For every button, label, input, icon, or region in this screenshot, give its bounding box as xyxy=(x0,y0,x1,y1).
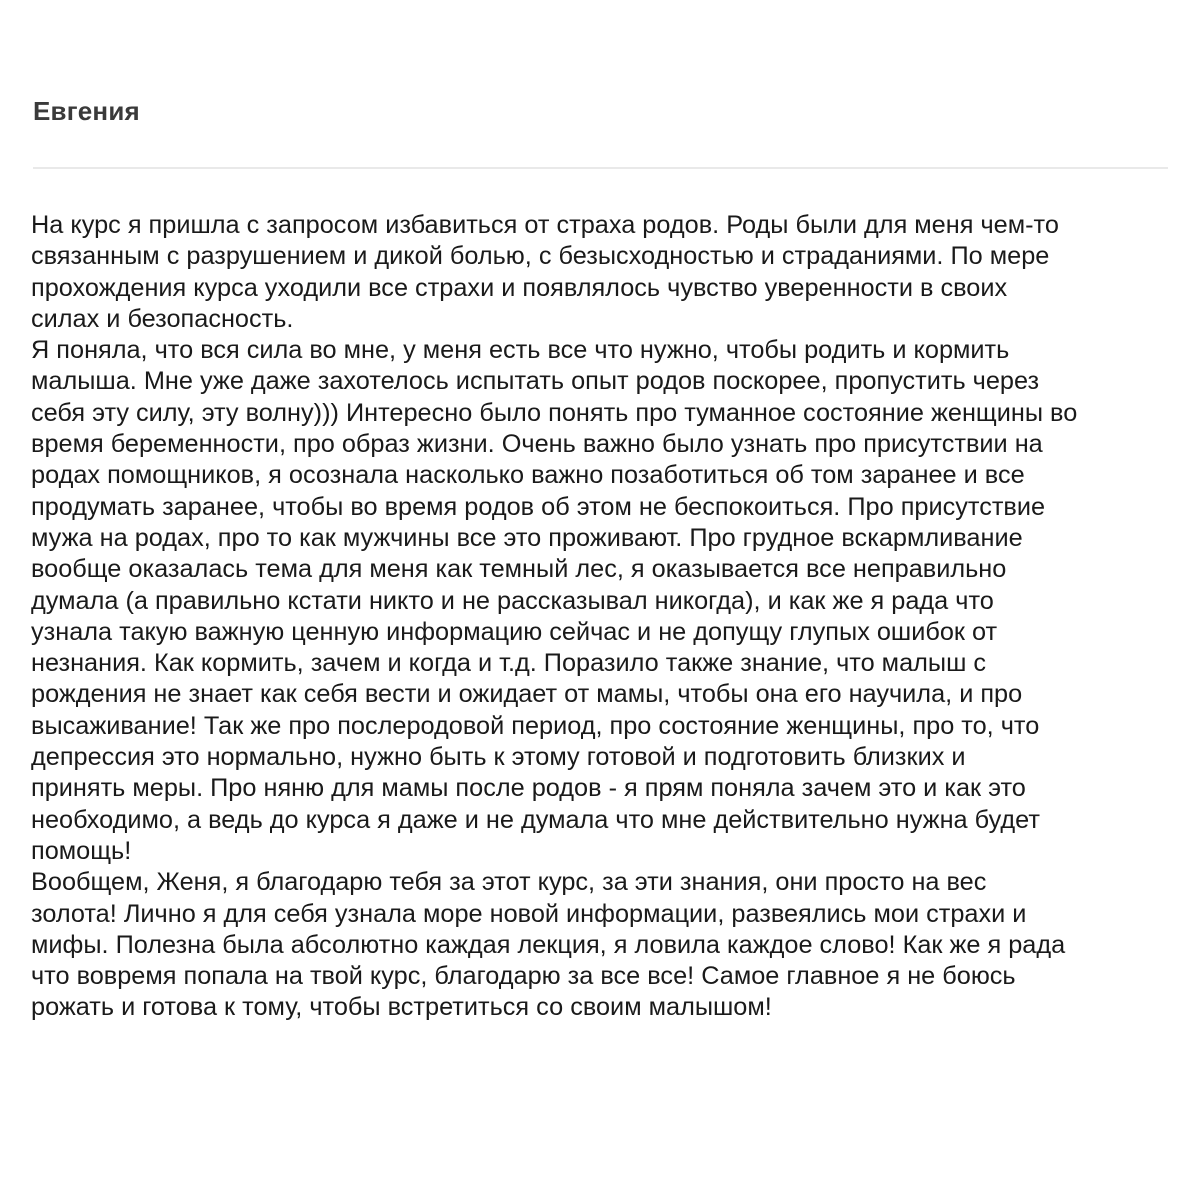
review-line: продумать заранее, чтобы во время родов об этом не беспокоиться. Про присутствие xyxy=(31,492,1046,521)
review-line: себя эту силу, эту волну))) Интересно было понять про туманное состояние женщины во xyxy=(31,398,1078,427)
review-line: золота! Лично я для себя узнала море новой информации, развеялись мои страхи и xyxy=(31,899,1027,928)
review-line: Я поняла, что вся сила во мне, у меня есть все что нужно, чтобы родить и кормить xyxy=(31,336,1010,365)
review-line: вообще оказалась тема для меня как темный лес, я оказывается все неправильно xyxy=(31,555,1007,584)
review-line: рожать и готова к тому, чтобы встретиться со своим малышом! xyxy=(31,993,772,1022)
review-line: мифы. Полезна была абсолютно каждая лекция, я ловила каждое слово! Как же я рада xyxy=(31,930,1066,959)
review-line: думала (а правильно кстати никто и не рассказывал никогда), и как же я рада что xyxy=(31,586,994,615)
review-line: время беременности, про образ жизни. Очень важно было узнать про присутствии на xyxy=(31,430,1043,459)
review-line: Вообщем, Женя, я благодарю тебя за этот курс, за эти знания, они просто на вес xyxy=(31,868,987,897)
review-line: незнания. Как кормить, зачем и когда и т.д. Поразило также знание, что малыш с xyxy=(31,649,987,678)
review-line: силах и безопасность. xyxy=(31,304,294,333)
review-line: родах помощников, я осознала насколько важно позаботиться об том заранее и все xyxy=(31,461,1025,490)
review-line: рождения не знает как себя вести и ожидает от мамы, чтобы она его научила, и про xyxy=(31,680,1023,709)
review-line: На курс я пришла с запросом избавиться от страха родов. Роды были для меня чем-то xyxy=(31,211,1059,239)
divider xyxy=(33,167,1168,169)
review-line: прохождения курса уходили все страхи и появлялось чувство уверенности в своих xyxy=(31,273,1008,302)
review-text xyxy=(31,210,1176,1024)
review-line: необходимо, а ведь до курса я даже и не думала что мне действительно нужна будет xyxy=(31,805,1040,834)
review-line: помощь! xyxy=(31,836,132,865)
review-author-name: Евгения xyxy=(33,96,140,126)
review-line: высаживание! Так же про послеродовой период, про состояние женщины, про то, что xyxy=(31,711,1040,740)
review-line: малыша. Мне уже даже захотелось испытать опыт родов поскорее, пропустить через xyxy=(31,367,1040,396)
review-line: депрессия это нормально, нужно быть к этому готовой и подготовить близких и xyxy=(31,743,966,772)
review-line: мужа на родах, про то как мужчины все это проживают. Про грудное вскармливание xyxy=(31,523,1023,552)
review-line: принять меры. Про няню для мамы после родов - я прям поняла зачем это и как это xyxy=(31,774,1026,803)
review-line: что вовремя попала на твой курс, благодарю за все все! Самое главное я не боюсь xyxy=(31,962,1016,991)
review-line: связанным с разрушением и дикой болью, с безысходностью и страданиями. По мере xyxy=(31,242,1050,271)
review-line: узнала такую важную ценную информацию сейчас и не допущу глупых ошибок от xyxy=(31,617,998,646)
